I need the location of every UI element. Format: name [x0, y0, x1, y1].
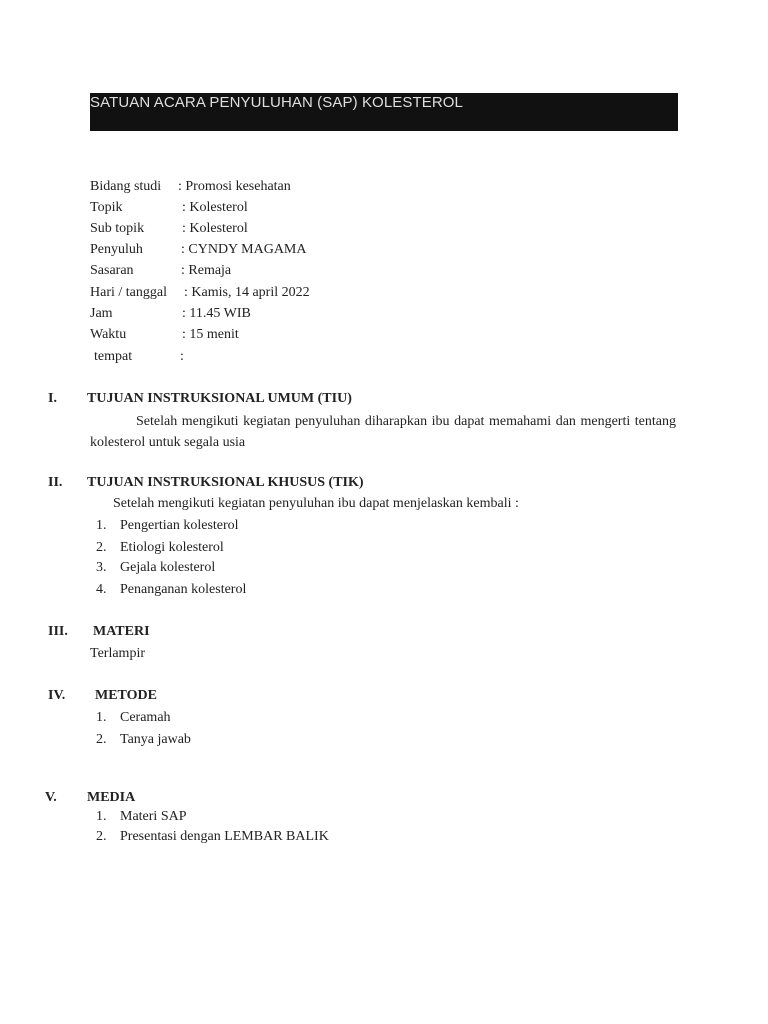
- list-item-number: 1.: [96, 809, 107, 824]
- info-label-tempat: tempat: [94, 349, 133, 364]
- list-item-number: 3.: [96, 560, 107, 575]
- list-item: Etiologi kolesterol: [120, 540, 224, 555]
- info-label-waktu: Waktu: [90, 327, 127, 342]
- section-number: V.: [45, 790, 57, 805]
- info-value-penyuluh: : CYNDY MAGAMA: [181, 242, 307, 257]
- section-intro: Setelah mengikuti kegiatan penyuluhan ibu dapat menjelaskan kembali :: [113, 496, 519, 511]
- info-label-hari-tanggal: Hari / tanggal: [90, 285, 167, 300]
- info-value-topik: : Kolesterol: [182, 200, 248, 215]
- info-value-sub-topik: : Kolesterol: [182, 221, 248, 236]
- info-label-sasaran: Sasaran: [90, 263, 134, 278]
- section-number: III.: [48, 624, 68, 639]
- list-item-number: 4.: [96, 582, 107, 597]
- info-label-bidang-studi: Bidang studi: [90, 179, 162, 194]
- list-item-number: 2.: [96, 732, 107, 747]
- section-paragraph: Setelah mengikuti kegiatan penyuluhan diharapkan ibu dapat memahami dan mengerti tentang kolesterol untuk segala usia: [90, 414, 676, 450]
- list-item: Presentasi dengan LEMBAR BALIK: [120, 829, 329, 844]
- section-heading: TUJUAN INSTRUKSIONAL UMUM (TIU): [87, 391, 352, 406]
- info-value-hari-tanggal: : Kamis, 14 april 2022: [184, 285, 310, 300]
- info-label-jam: Jam: [90, 306, 113, 321]
- info-label-topik: Topik: [90, 200, 123, 215]
- info-label-penyuluh: Penyuluh: [90, 242, 143, 257]
- list-item: Ceramah: [120, 710, 171, 725]
- section-heading: MEDIA: [87, 790, 136, 805]
- list-item: Penanganan kolesterol: [120, 582, 247, 597]
- section-number: II.: [48, 475, 63, 490]
- section-number: IV.: [48, 688, 66, 703]
- info-value-waktu: : 15 menit: [182, 327, 239, 342]
- section-heading: MATERI: [93, 624, 150, 639]
- info-value-sasaran: : Remaja: [181, 263, 232, 278]
- info-value-tempat: :: [180, 349, 184, 364]
- list-item-number: 1.: [96, 710, 107, 725]
- list-item: Pengertian kolesterol: [120, 518, 239, 533]
- section-text: Terlampir: [90, 646, 145, 661]
- document-title: SATUAN ACARA PENYULUHAN (SAP) KOLESTEROL: [90, 94, 463, 111]
- list-item-number: 1.: [96, 518, 107, 533]
- info-value-jam: : 11.45 WIB: [182, 306, 251, 321]
- section-number: I.: [48, 391, 57, 406]
- section-heading: TUJUAN INSTRUKSIONAL KHUSUS (TIK): [87, 475, 364, 490]
- list-item: Gejala kolesterol: [120, 560, 216, 575]
- info-value-bidang-studi: : Promosi kesehatan: [178, 179, 291, 194]
- list-item-number: 2.: [96, 829, 107, 844]
- list-item: Tanya jawab: [120, 732, 191, 747]
- info-label-sub-topik: Sub topik: [90, 221, 145, 236]
- list-item-number: 2.: [96, 540, 107, 555]
- section-heading: METODE: [95, 688, 157, 703]
- list-item: Materi SAP: [120, 809, 187, 824]
